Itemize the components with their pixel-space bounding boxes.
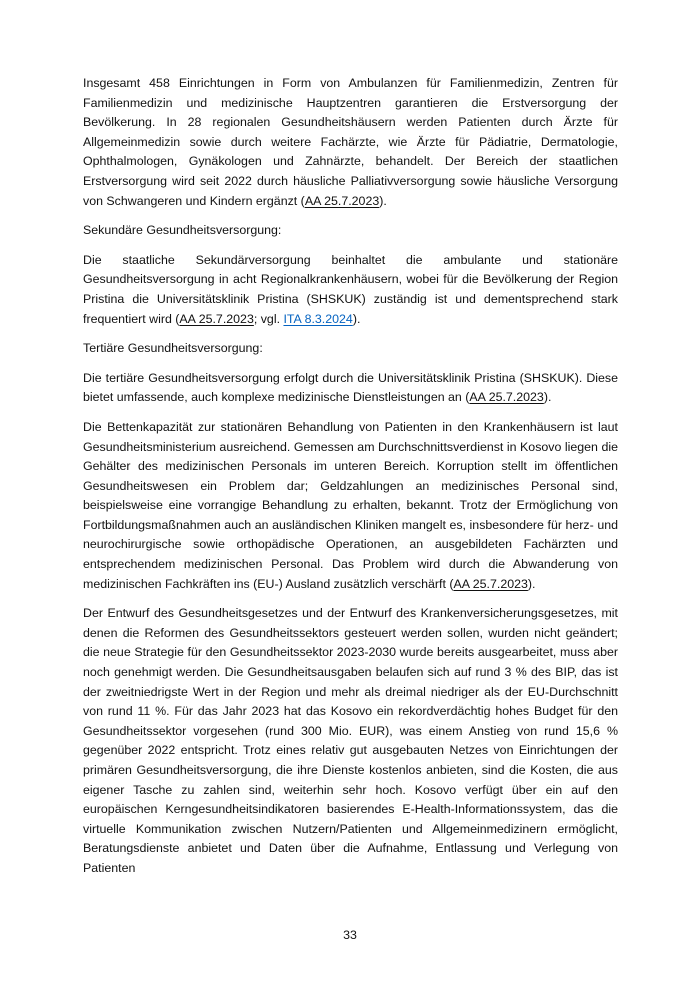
text-run: Der Entwurf des Gesundheitsgesetzes und der Entwurf des Krankenversicherungsgesetzes, mit denen die Reformen des Gesundheitssektors gesteuert werden sollen, wurden nicht geändert; die neue Strategie für den Gesundheitssektor 2023-2030 wurde bereits ausgearbeitet, muss aber noch genehmigt werden. Die Gesundheitsausgaben belaufen sich auf rund 3 % des BIP, das ist der zweitniedrigste Wert in der Region und mehr als dreimal niedriger als der EU-Durchschnitt von rund 11 %. Für das Jahr 2023 hat das Kosovo ein rekordverdächtig hohes Budget für den Gesundheitssektor vorgesehen (rund 300 Mio. EUR), was einem Anstieg von rund 15,6 % gegenüber 2022 entspricht. Trotz eines relativ gut ausgebauten Netzes von Einrichtungen der primären Gesundheitsversorgung, die ihre Dienste kostenlos anbieten, sind die Kosten, die aus eigener Tasche zu zahlen sind, weiterhin sehr hoch. Kosovo verfügt über ein auf den europäischen Kerngesundheitsindikatoren basierendes E-Health-Informationssystem, das die virtuelle Kommunikation zwischen Nutzern/Patienten und Allgemeinmedizinern ermöglicht, Beratungsdienste anbietet und Daten über die Aufnahme, Entlassung und Verlegung von Patienten [83, 606, 618, 875]
text-run: Sekundäre Gesundheitsversorgung: [83, 223, 282, 238]
text-run: Tertiäre Gesundheitsversorgung: [83, 341, 263, 356]
source-reference-link[interactable]: AA 25.7.2023 [304, 193, 380, 208]
text-run: ; vgl. [253, 311, 284, 326]
body-paragraph [83, 369, 618, 408]
text-run: ). [527, 576, 536, 591]
page-number: 33 [343, 928, 357, 942]
text-content-area [83, 74, 618, 889]
body-paragraph [83, 74, 618, 211]
text-run: Insgesamt 458 Einrichtungen in Form von Ambulanzen für Familienmedizin, Zentren für Familienmedizin und medizinische Hauptzentren garantieren die Erstversorgung der Bevölkerung. In 28 regionalen Gesundheitshäusern werden Patienten durch Ärzte für Allgemeinmedizin sowie durch weitere Fachärzte, wie Ärzte für Pädiatrie, Dermatologie, Ophthalmologen, Gynäkologen und Zahnärzte, behandelt. Der Bereich der staatlichen Erstversorgung wird seit 2022 durch häusliche Palliativversorgung sowie häusliche Versorgung von Schwangeren und Kindern ergänzt ( [83, 76, 618, 208]
source-reference-link[interactable]: AA 25.7.2023 [179, 311, 254, 326]
text-run: ). [352, 311, 361, 326]
body-paragraph [83, 251, 618, 329]
source-reference-link[interactable]: AA 25.7.2023 [453, 576, 528, 591]
text-run: Die tertiäre Gesundheitsversorgung erfolgt durch die Universitätsklinik Pristina (SHSKUK). Diese bietet umfassende, auch komplexe medizinische Dienstleistungen an ( [83, 370, 618, 405]
source-reference-link[interactable]: ITA 8.3.2024 [283, 311, 353, 326]
body-paragraph [83, 604, 618, 878]
section-heading [83, 221, 618, 241]
source-reference-link[interactable]: AA 25.7.2023 [469, 390, 544, 405]
text-run: ). [379, 193, 387, 208]
section-heading [83, 339, 618, 359]
body-paragraph [83, 418, 618, 594]
text-run: Die staatliche Sekundärversorgung beinhaltet die ambulante und stationäre Gesundheitsversorgung in acht Regionalkrankenhäusern, wobei für die Bevölkerung der Region Pristina die Universitätsklinik Pristina (SHSKUK) zuständig ist und dementsprechend stark frequentiert wird ( [83, 252, 618, 326]
text-run: ). [543, 390, 552, 405]
text-run: Die Bettenkapazität zur stationären Behandlung von Patienten in den Krankenhäusern ist laut Gesundheitsministerium ausreichend. Gemessen am Durchschnittsverdienst in Kosovo liegen die Gehälter des medizinischen Personals im unteren Bereich. Korruption stellt im öffentlichen Gesundheitswesen ein Problem dar; Geldzahlungen an medizinisches Personal sind, beispielsweise eine vorrangige Behandlung zu erhalten, bekannt. Trotz der Ermöglichung von Fortbildungsmaßnahmen auch an ausländischen Kliniken mangelt es, insbesondere für herz- und neurochirurgische sowie orthopädische Operationen, an ausgebildeten Fachärzten und entsprechendem medizinischen Personal. Das Problem wird durch die Abwanderung von medizinischen Fachkräften ins (EU-) Ausland zusätzlich verschärft ( [83, 419, 618, 591]
